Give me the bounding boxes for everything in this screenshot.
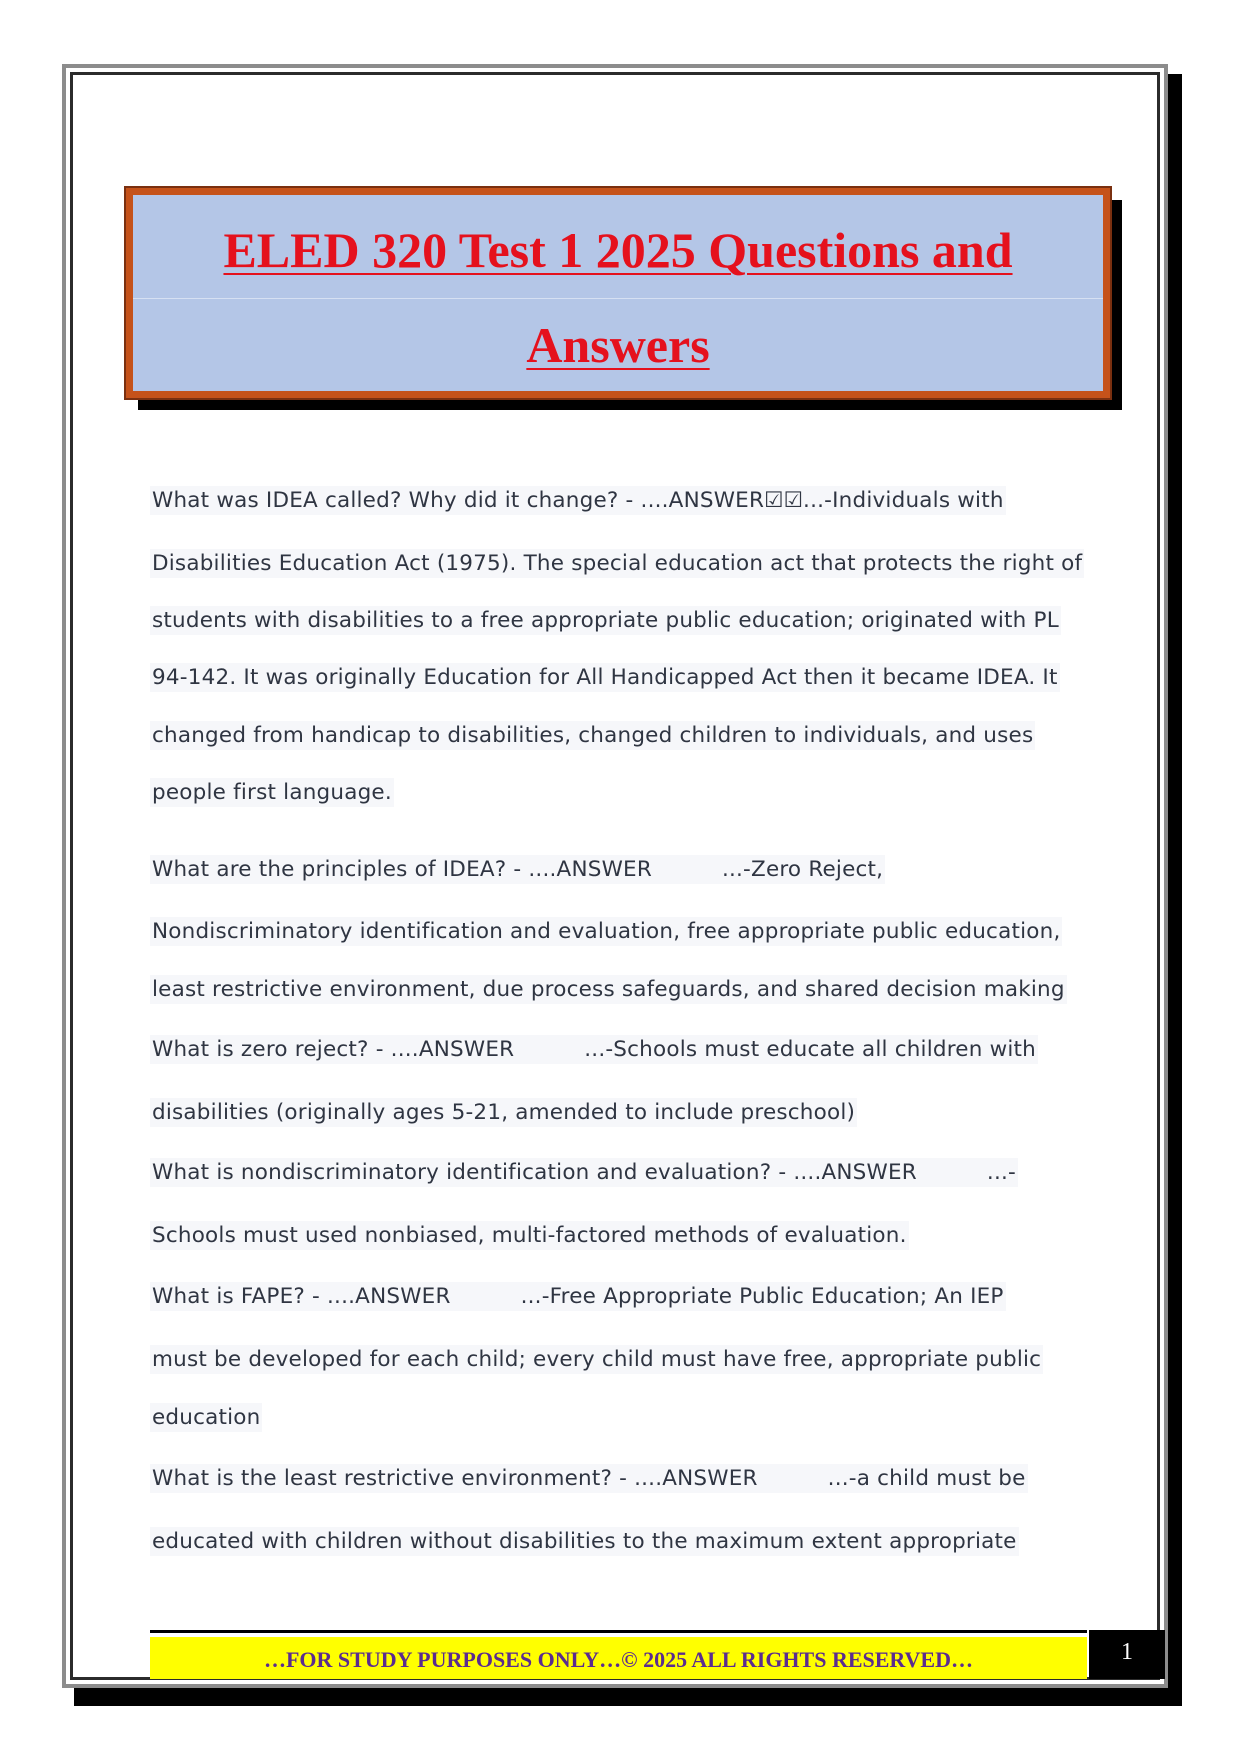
footer-notice: …FOR STUDY PURPOSES ONLY…© 2025 ALL RIGHTS RESERVED… [150,1637,1087,1679]
question-line [150,1464,1028,1493]
title-line-2: Answers [526,317,710,373]
answer-text: ...- [986,1160,1016,1185]
answer-text: ...-Zero Reject, [721,857,884,882]
question-line [150,855,885,884]
footer-rule [150,1630,1087,1633]
document-title [153,203,1083,393]
question-text: What are the principles of IDEA? - ....ANSWER [152,857,652,882]
answer-text: ...-a child must be [827,1466,1026,1491]
body-line: least restrictive environment, due process safeguards, and shared decision making [152,977,1065,1002]
body-line: educated with children without disabilities to the maximum extent appropriate [152,1529,1017,1554]
title-box [126,188,1110,398]
answer-text: ...-Free Appropriate Public Education; An IEP [520,1284,1004,1309]
question-line [150,1035,1038,1064]
body-line: changed from handicap to disabilities, changed children to individuals, and uses [152,723,1034,748]
question-text: What is the least restrictive environment? - ....ANSWER [152,1466,758,1491]
question-text: What is zero reject? - ....ANSWER [152,1037,515,1062]
question-line [150,1282,1006,1311]
body-line: What was IDEA called? Why did it change? - ....ANSWER☑☑...-Individuals with [152,488,1004,513]
body-line: students with disabilities to a free appropriate public education; originated with PL [152,608,1059,633]
body-line: disabilities (originally ages 5-21, amended to include preschool) [152,1100,856,1125]
body-line: Schools must used nonbiased, multi-factored methods of evaluation. [152,1223,907,1248]
body-line: Disabilities Education Act (1975). The special education act that protects the right of [152,551,1083,576]
answer-text: ...-Schools must educate all children with [584,1037,1037,1062]
title-line-1: ELED 320 Test 1 2025 Questions and [223,222,1013,278]
question-text: What is FAPE? - ....ANSWER [152,1284,451,1309]
body-line: people first language. [152,780,392,805]
body-line: must be developed for each child; every child must have free, appropriate public [152,1347,1042,1372]
question-line [150,1158,1018,1187]
body-line: 94-142. It was originally Education for All Handicapped Act then it became IDEA. It [152,665,1058,690]
body-line: Nondiscriminatory identification and evaluation, free appropriate public education, [152,919,1061,944]
question-text: What is nondiscriminatory identification and evaluation? - ....ANSWER [152,1160,917,1185]
body-line: education [152,1405,261,1430]
page-number: 1 [1089,1630,1165,1679]
